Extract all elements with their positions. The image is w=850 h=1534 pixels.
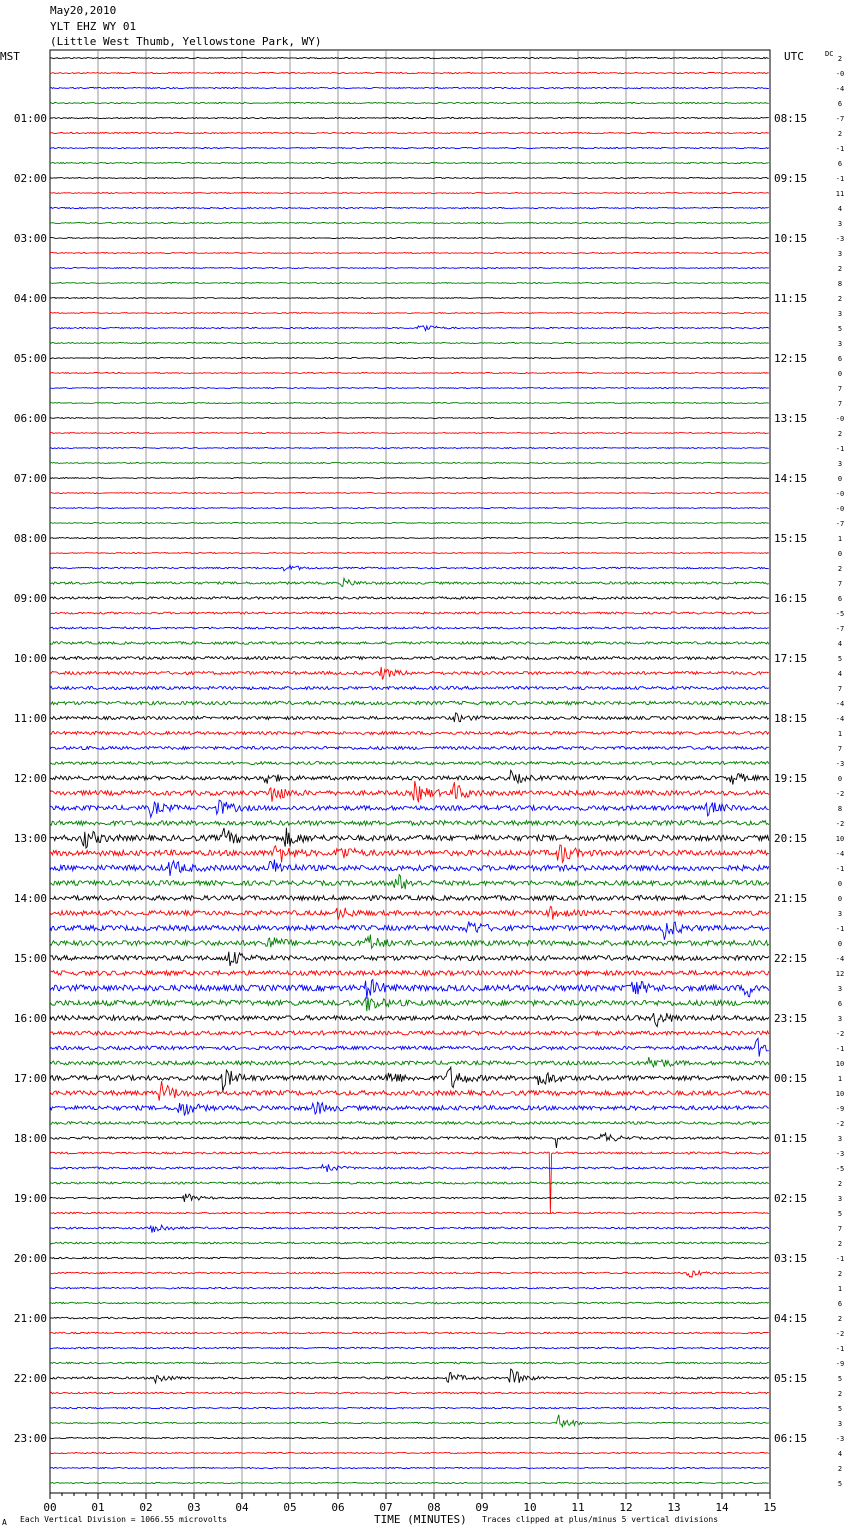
seismic-trace: [50, 612, 769, 614]
dc-offset-label: -1: [835, 175, 845, 183]
left-hour-label: 19:00: [13, 1192, 47, 1205]
dc-offset-label: -1: [835, 865, 845, 873]
dc-offset-label: 3: [837, 1015, 843, 1023]
seismic-trace: [50, 1271, 769, 1277]
right-hour-label: 18:15: [774, 712, 808, 725]
dc-offset-label: -4: [835, 715, 845, 723]
dc-offset-label: -1: [835, 1045, 845, 1053]
seismic-trace: [50, 922, 769, 940]
x-tick-label: 00: [43, 1501, 57, 1514]
seismic-trace: [50, 667, 769, 680]
dc-offset-label: 11: [835, 190, 845, 198]
seismic-trace: [50, 1362, 769, 1364]
dc-offset-label: 2: [837, 430, 843, 438]
dc-offset-label: -7: [835, 625, 845, 633]
dc-offset-label: 1: [837, 730, 843, 738]
right-hour-label: 21:15: [774, 892, 808, 905]
dc-offset-label: 4: [837, 640, 843, 648]
dc-offset-label: -2: [835, 1330, 845, 1338]
seismic-trace: [50, 403, 769, 404]
seismic-trace: [50, 448, 769, 449]
seismic-trace: [50, 298, 769, 299]
seismic-trace: [50, 1415, 769, 1427]
seismic-trace: [50, 1369, 769, 1383]
dc-offset-label: 6: [837, 1300, 843, 1308]
seismic-trace: [50, 178, 769, 179]
seismic-trace: [50, 162, 769, 163]
left-hour-label: 21:00: [13, 1312, 47, 1325]
x-axis-title: TIME (MINUTES): [374, 1513, 467, 1526]
dc-offset-label: 12: [835, 970, 845, 978]
seismic-trace: [50, 433, 769, 434]
dc-offset-label: 7: [837, 745, 843, 753]
dc-offset-label: 7: [837, 685, 843, 693]
x-tick-label: 05: [283, 1501, 297, 1514]
left-hour-label: 05:00: [13, 352, 47, 365]
dc-offset-label: 1: [837, 1285, 843, 1293]
seismic-trace: [50, 523, 769, 524]
dc-offset-label: -3: [835, 1150, 845, 1158]
right-hour-label: 03:15: [774, 1252, 808, 1265]
right-timezone-label: UTC: [784, 50, 804, 63]
left-hour-label: 23:00: [13, 1432, 47, 1445]
seismic-trace: [50, 980, 769, 999]
dc-offset-label: -3: [835, 235, 845, 243]
left-hour-label: 17:00: [13, 1072, 47, 1085]
seismic-trace: [50, 686, 769, 689]
dc-offset-label: 2: [837, 1390, 843, 1398]
header-location: (Little West Thumb, Yellowstone Park, WY): [50, 35, 322, 48]
dc-offset-label: 2: [837, 265, 843, 273]
dc-offset-label: -7: [835, 520, 845, 528]
right-hour-label: 04:15: [774, 1312, 808, 1325]
dc-offset-label: 0: [837, 880, 843, 888]
seismic-trace: [50, 731, 769, 734]
dc-offset-label: -5: [835, 1165, 845, 1173]
right-hour-label: 10:15: [774, 232, 808, 245]
seismic-trace: [50, 478, 769, 479]
right-hour-label: 06:15: [774, 1432, 808, 1445]
dc-offset-label: 5: [837, 1480, 843, 1488]
seismic-trace: [50, 117, 769, 118]
seismic-trace: [50, 998, 769, 1012]
seismic-trace: [50, 896, 769, 901]
dc-offset-label: 7: [837, 400, 843, 408]
dc-offset-label: 4: [837, 205, 843, 213]
right-hour-label: 19:15: [774, 772, 808, 785]
seismic-trace: [50, 1067, 769, 1091]
right-hour-label: 16:15: [774, 592, 808, 605]
dc-offset-label: 5: [837, 325, 843, 333]
dc-offset-label: 0: [837, 775, 843, 783]
seismic-trace: [50, 875, 769, 890]
dc-offset-label: -0: [835, 505, 845, 513]
seismic-trace: [50, 907, 769, 920]
seismic-trace: [50, 713, 769, 722]
dc-offset-label: 2: [837, 1180, 843, 1188]
seismic-trace: [50, 147, 769, 148]
dc-offset-label: -4: [835, 700, 845, 708]
seismic-trace: [50, 1317, 769, 1319]
right-hour-label: 09:15: [774, 172, 808, 185]
seismic-trace: [50, 326, 769, 331]
left-hour-label: 03:00: [13, 232, 47, 245]
seismic-trace: [50, 418, 769, 419]
x-tick-label: 13: [667, 1501, 681, 1514]
dc-offset-label: 1: [837, 1075, 843, 1083]
seismic-trace: [50, 627, 769, 629]
seismic-trace: [50, 193, 769, 194]
header-date: May20,2010: [50, 4, 117, 17]
seismic-trace: [50, 553, 769, 554]
seismic-trace: [50, 1467, 769, 1468]
left-hour-label: 02:00: [13, 172, 47, 185]
dc-offset-label: 3: [837, 460, 843, 468]
right-hour-label: 05:15: [774, 1372, 808, 1385]
seismic-trace: [50, 657, 769, 660]
seismic-trace: [50, 358, 769, 359]
dc-offset-label: -0: [835, 70, 845, 78]
dc-offset-label: 0: [837, 370, 843, 378]
left-hour-label: 06:00: [13, 412, 47, 425]
seismic-trace: [50, 1332, 769, 1334]
x-tick-label: 03: [187, 1501, 201, 1514]
seismic-trace: [50, 1437, 769, 1438]
dc-offset-label: 0: [837, 550, 843, 558]
left-hour-label: 18:00: [13, 1132, 47, 1145]
x-tick-label: 11: [571, 1501, 585, 1514]
seismic-trace: [50, 971, 769, 976]
seismic-trace: [50, 102, 769, 103]
dc-offset-label: 2: [837, 1270, 843, 1278]
dc-offset-label: -3: [835, 760, 845, 768]
seismic-trace: [50, 1057, 769, 1067]
dc-offset-label: 6: [837, 595, 843, 603]
seismic-trace: [50, 207, 769, 208]
dc-offset-label: 3: [837, 250, 843, 258]
dc-offset-label: -0: [835, 415, 845, 423]
seismic-trace: [50, 800, 769, 817]
seismic-trace: [50, 1182, 769, 1184]
dc-offset-label: 2: [837, 295, 843, 303]
seismic-trace: [50, 538, 769, 539]
dc-offset-label: 4: [837, 670, 843, 678]
seismic-trace: [50, 493, 769, 494]
right-hour-label: 00:15: [774, 1072, 808, 1085]
seismic-trace: [50, 860, 769, 876]
seismic-trace: [50, 1013, 769, 1027]
seismic-trace: [50, 1194, 769, 1202]
dc-offset-label: -2: [835, 1120, 845, 1128]
dc-offset-label: -9: [835, 1360, 845, 1368]
dc-offset-label: 8: [837, 280, 843, 288]
left-hour-label: 01:00: [13, 112, 47, 125]
dc-offset-label: 3: [837, 1195, 843, 1203]
dc-offset-label: 2: [837, 565, 843, 573]
dc-offset-label: -1: [835, 1345, 845, 1353]
seismic-trace: [50, 1452, 769, 1453]
seismic-trace: [50, 238, 769, 239]
footer-clip-text: Traces clipped at plus/minus 5 vertical divisions: [482, 1515, 719, 1524]
dc-offset-label: 5: [837, 655, 843, 663]
left-hour-label: 14:00: [13, 892, 47, 905]
left-hour-label: 16:00: [13, 1012, 47, 1025]
dc-offset-label: 0: [837, 475, 843, 483]
seismic-trace: [50, 781, 769, 802]
dc-offset-label: -2: [835, 820, 845, 828]
seismic-trace: [50, 1164, 769, 1172]
dc-offset-label: 3: [837, 310, 843, 318]
left-hour-label: 09:00: [13, 592, 47, 605]
dc-offset-label: 6: [837, 1000, 843, 1008]
seismic-trace: [50, 373, 769, 374]
dc-column-label: DC: [825, 50, 834, 58]
seismic-trace: [50, 1392, 769, 1394]
seismic-trace: [50, 565, 769, 571]
x-tick-label: 08: [427, 1501, 441, 1514]
dc-offset-label: -1: [835, 925, 845, 933]
seismic-trace: [50, 1122, 769, 1125]
dc-offset-label: -2: [835, 790, 845, 798]
right-hour-label: 17:15: [774, 652, 808, 665]
x-tick-label: 12: [619, 1501, 633, 1514]
right-hour-label: 20:15: [774, 832, 808, 845]
seismic-trace: [50, 1038, 769, 1056]
dc-offset-label: -5: [835, 610, 845, 618]
seismic-trace: [50, 821, 769, 826]
right-hour-label: 13:15: [774, 412, 808, 425]
dc-offset-label: 6: [837, 100, 843, 108]
left-hour-label: 04:00: [13, 292, 47, 305]
left-hour-label: 12:00: [13, 772, 47, 785]
right-hour-label: 12:15: [774, 352, 808, 365]
x-tick-label: 09: [475, 1501, 489, 1514]
footer-mark: A: [2, 1518, 7, 1527]
plot-frame: [50, 50, 770, 1493]
x-tick-label: 07: [379, 1501, 393, 1514]
seismic-trace: [50, 222, 769, 223]
seismic-trace: [50, 1257, 769, 1259]
left-hour-label: 08:00: [13, 532, 47, 545]
dc-offset-label: 5: [837, 1210, 843, 1218]
right-hour-label: 15:15: [774, 532, 808, 545]
seismic-trace: [50, 746, 769, 749]
seismic-trace: [50, 132, 769, 133]
dc-offset-label: 2: [837, 55, 843, 63]
x-tick-label: 01: [91, 1501, 105, 1514]
seismic-trace: [50, 87, 769, 88]
x-tick-label: 10: [523, 1501, 537, 1514]
seismic-trace: [50, 283, 769, 284]
seismic-trace: [50, 762, 769, 765]
right-hour-label: 14:15: [774, 472, 808, 485]
seismic-trace: [50, 1133, 769, 1148]
dc-offset-label: 4: [837, 1450, 843, 1458]
dc-offset-label: -7: [835, 115, 845, 123]
seismic-trace: [50, 1302, 769, 1304]
seismic-trace: [50, 770, 769, 784]
seismic-trace: [50, 952, 769, 966]
seismic-trace: [50, 1081, 769, 1101]
seismic-trace: [50, 253, 769, 254]
left-timezone-label: MST: [0, 50, 20, 63]
dc-offset-label: 7: [837, 1225, 843, 1233]
seismic-trace: [50, 1102, 769, 1115]
seismic-trace: [50, 1287, 769, 1289]
right-hour-label: 23:15: [774, 1012, 808, 1025]
dc-offset-label: 3: [837, 910, 843, 918]
dc-offset-label: -0: [835, 490, 845, 498]
dc-offset-label: 5: [837, 1375, 843, 1383]
left-hour-label: 10:00: [13, 652, 47, 665]
seismic-trace: [50, 1347, 769, 1349]
dc-offset-label: -4: [835, 850, 845, 858]
seismic-trace: [50, 935, 769, 949]
seismic-trace: [50, 578, 769, 586]
dc-offset-label: 10: [835, 1090, 845, 1098]
seismic-trace: [50, 1225, 769, 1233]
dc-offset-label: 3: [837, 985, 843, 993]
dc-offset-label: 2: [837, 1315, 843, 1323]
dc-offset-label: 3: [837, 1420, 843, 1428]
seismic-trace: [50, 268, 769, 269]
seismic-trace: [50, 1482, 769, 1483]
x-tick-label: 14: [715, 1501, 729, 1514]
seismic-trace: [50, 508, 769, 509]
dc-offset-label: 10: [835, 835, 845, 843]
dc-offset-label: -1: [835, 1255, 845, 1263]
x-tick-label: 04: [235, 1501, 249, 1514]
left-hour-label: 13:00: [13, 832, 47, 845]
right-hour-label: 01:15: [774, 1132, 808, 1145]
left-hour-label: 07:00: [13, 472, 47, 485]
dc-offset-label: 8: [837, 805, 843, 813]
dc-offset-label: 3: [837, 340, 843, 348]
left-hour-label: 11:00: [13, 712, 47, 725]
dc-offset-label: -1: [835, 445, 845, 453]
dc-offset-label: 2: [837, 1240, 843, 1248]
dc-offset-label: -1: [835, 145, 845, 153]
dc-offset-label: 10: [835, 1060, 845, 1068]
right-hour-label: 22:15: [774, 952, 808, 965]
seismic-trace: [50, 463, 769, 464]
x-tick-label: 06: [331, 1501, 345, 1514]
right-hour-label: 08:15: [774, 112, 808, 125]
header-station: YLT EHZ WY 01: [50, 20, 137, 33]
left-hour-label: 20:00: [13, 1252, 47, 1265]
dc-offset-label: 5: [837, 1405, 843, 1413]
dc-offset-label: -9: [835, 1105, 845, 1113]
footer-scale-text: Each Vertical Division = 1066.55 microvolts: [20, 1515, 228, 1524]
dc-offset-label: -4: [835, 85, 845, 93]
seismic-trace: [50, 72, 769, 73]
seismic-trace: [50, 1407, 769, 1408]
dc-offset-label: 0: [837, 895, 843, 903]
dc-offset-label: -2: [835, 1030, 845, 1038]
dc-offset-label: 3: [837, 220, 843, 228]
x-tick-label: 02: [139, 1501, 153, 1514]
seismic-trace: [50, 1242, 769, 1244]
right-hour-label: 02:15: [774, 1192, 808, 1205]
dc-offset-label: 2: [837, 130, 843, 138]
seismic-trace: [50, 388, 769, 389]
seismic-trace: [50, 342, 769, 343]
seismic-trace: [50, 597, 769, 599]
x-tick-label: 15: [763, 1501, 777, 1514]
left-hour-label: 15:00: [13, 952, 47, 965]
dc-offset-label: 0: [837, 940, 843, 948]
dc-offset-label: -4: [835, 955, 845, 963]
seismic-trace: [50, 701, 769, 705]
dc-offset-label: 2: [837, 1465, 843, 1473]
left-hour-label: 22:00: [13, 1372, 47, 1385]
seismic-trace: [50, 313, 769, 314]
seismic-trace: [50, 57, 769, 58]
dc-offset-label: 7: [837, 580, 843, 588]
seismic-trace: [50, 1212, 769, 1214]
dc-offset-label: -3: [835, 1435, 845, 1443]
dc-offset-label: 6: [837, 160, 843, 168]
dc-offset-label: 6: [837, 355, 843, 363]
right-hour-label: 11:15: [774, 292, 808, 305]
seismic-trace: [50, 845, 769, 863]
seismic-trace: [50, 828, 769, 848]
dc-offset-label: 7: [837, 385, 843, 393]
dc-offset-label: 3: [837, 1135, 843, 1143]
seismic-trace: [50, 1031, 769, 1035]
dc-offset-label: 1: [837, 535, 843, 543]
seismic-trace: [50, 642, 769, 645]
